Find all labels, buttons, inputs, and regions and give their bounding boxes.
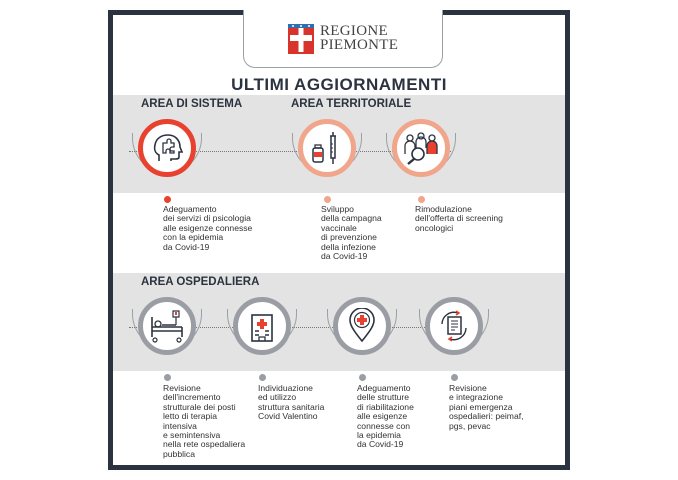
terapia-circle bbox=[138, 297, 196, 355]
logo-tab bbox=[243, 10, 443, 68]
item-terapia: Revisione dell'incremento strutturale dei posti letto di terapia intensiva e semintensiva nella rete ospedaliera pubblica bbox=[163, 383, 246, 459]
head-puzzle-icon bbox=[150, 131, 184, 165]
marker-dot bbox=[451, 374, 458, 381]
psicologia-circle bbox=[138, 119, 196, 177]
valentino-circle bbox=[233, 297, 291, 355]
marker-dot bbox=[164, 374, 171, 381]
item-emergenza: Revisione e integrazione piani emergenza ospedalieri: peimaf, pgs, pevac bbox=[449, 383, 524, 431]
emergenza-circle bbox=[425, 297, 483, 355]
logo-text bbox=[320, 24, 398, 52]
document-cycle-icon bbox=[437, 309, 471, 343]
section-title-territoriale: AREA TERRITORIALE bbox=[291, 98, 412, 110]
marker-dot bbox=[359, 374, 366, 381]
hospital-bed-icon bbox=[149, 309, 185, 343]
section-title-sistema: AREA DI SISTEMA bbox=[141, 98, 243, 110]
hospital-building-icon bbox=[245, 309, 279, 343]
page-title: ULTIMI AGGIORNAMENTI bbox=[231, 75, 447, 94]
item-psicologia: Adeguamento dei servizi di psicologia alle esigenze connesse con la epidemia da Covid-19 bbox=[163, 204, 253, 252]
marker-dot bbox=[324, 196, 331, 203]
logo-line2: PIEMONTE bbox=[320, 37, 399, 53]
item-riabilitazione: Adeguamento delle strutture di riabilitazione alle esigenze connesse con la epidemia da Covid-19 bbox=[357, 383, 414, 450]
logo-line1: REGIONE bbox=[320, 23, 388, 39]
vaccinale-circle bbox=[298, 119, 356, 177]
vaccine-syringe-icon bbox=[309, 130, 345, 166]
screening-people-icon bbox=[402, 130, 440, 166]
marker-dot bbox=[418, 196, 425, 203]
screening-circle bbox=[392, 119, 450, 177]
regione-piemonte-flag-icon bbox=[288, 24, 314, 54]
item-valentino: Individuazione ed utilizzo struttura sanitaria Covid Valentino bbox=[258, 383, 325, 422]
item-vaccinale: Sviluppo della campagna vaccinale di prevenzione della infezione da Covid-19 bbox=[321, 204, 382, 262]
infographic-frame bbox=[108, 10, 570, 470]
riabilitazione-circle bbox=[333, 297, 391, 355]
location-cross-icon bbox=[345, 308, 379, 344]
section-title-ospedaliera: AREA OSPEDALIERA bbox=[141, 276, 260, 288]
item-screening: Rimodulazione dell'offerta di screening oncologici bbox=[415, 204, 503, 233]
marker-dot bbox=[259, 374, 266, 381]
marker-dot bbox=[164, 196, 171, 203]
